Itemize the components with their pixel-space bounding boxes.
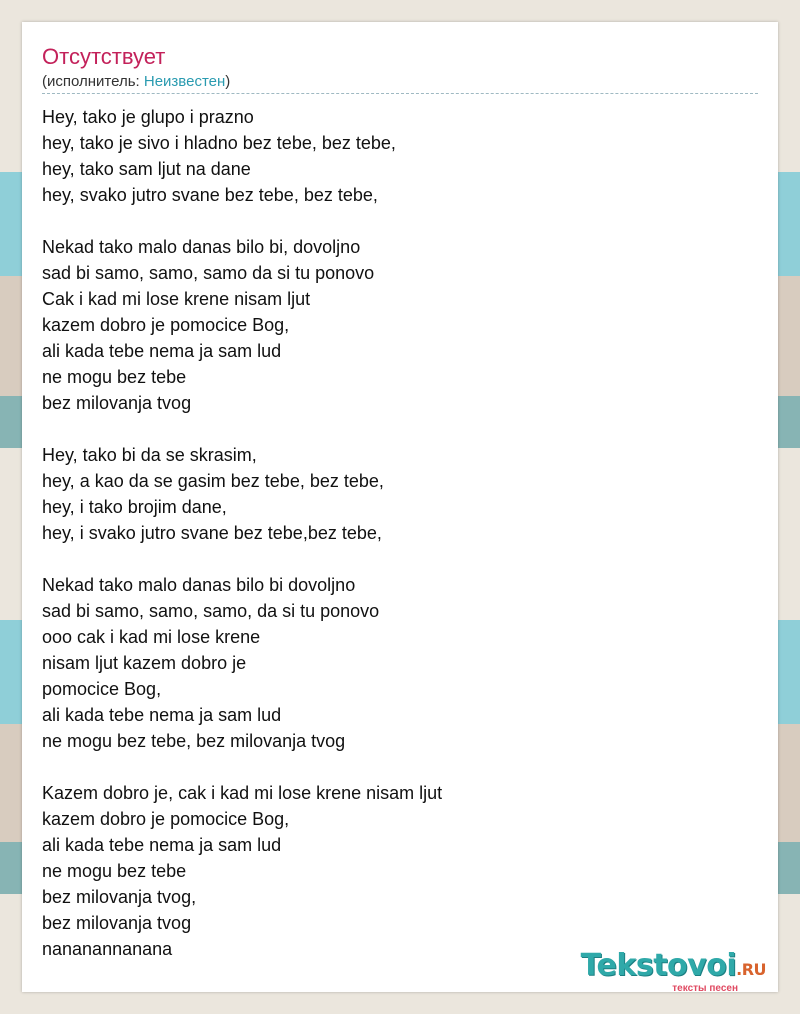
lyrics-stanza <box>42 572 742 754</box>
lyric-line: kazem dobro je pomocice Bog, <box>42 809 290 829</box>
lyrics-card <box>22 22 778 992</box>
lyric-line: Nekad tako malo danas bilo bi dovoljno <box>42 575 356 595</box>
lyric-line: nisam ljut kazem dobro je <box>42 653 247 673</box>
lyric-line: Cak i kad mi lose krene nisam ljut <box>42 289 311 309</box>
lyric-line: sad bi samo, samo, samo da si tu ponovo <box>42 263 375 283</box>
lyric-line: hey, svako jutro svane bez tebe, bez tebe, <box>42 185 378 205</box>
lyric-line: nananannanana <box>42 939 173 959</box>
lyrics-stanza <box>42 780 742 962</box>
lyric-line: bez milovanja tvog <box>42 393 192 413</box>
lyric-line: ali kada tebe nema ja sam lud <box>42 341 282 361</box>
logo-name: Tekstovoi <box>580 948 737 983</box>
lyric-line: ne mogu bez tebe, bez milovanja tvog <box>42 731 346 751</box>
artist-link[interactable]: Неизвестен <box>143 73 226 90</box>
lyric-line: sad bi samo, samo, samo, da si tu ponovo <box>42 601 380 621</box>
lyrics-text <box>42 104 742 962</box>
artist-line <box>42 73 230 90</box>
logo-wordmark <box>581 949 766 987</box>
lyric-line: ne mogu bez tebe <box>42 861 187 881</box>
lyric-line: ali kada tebe nema ja sam lud <box>42 705 282 725</box>
artist-prefix: (исполнитель: <box>42 73 144 90</box>
lyric-line: ne mogu bez tebe <box>42 367 187 387</box>
lyric-line: hey, a kao da se gasim bez tebe, bez tebe, <box>42 471 384 491</box>
lyric-line: kazem dobro je pomocice Bog, <box>42 315 290 335</box>
song-title: Отсутствует <box>42 44 166 69</box>
lyric-line: Hey, tako je glupo i prazno <box>42 107 254 127</box>
lyric-line: ali kada tebe nema ja sam lud <box>42 835 282 855</box>
lyrics-stanza <box>42 442 742 546</box>
lyric-line: hey, i svako jutro svane bez tebe,bez tebe, <box>42 523 382 543</box>
lyric-line: hey, i tako brojim dane, <box>42 497 227 517</box>
lyric-line: Nekad tako malo danas bilo bi, dovoljno <box>42 237 361 257</box>
artist-suffix: ) <box>225 73 231 90</box>
lyric-line: hey, tako sam ljut na dane <box>42 159 251 179</box>
lyric-line: pomocice Bog, <box>42 679 162 699</box>
header-divider <box>42 93 758 94</box>
site-logo[interactable] <box>581 949 766 994</box>
logo-tld: .RU <box>736 960 766 979</box>
lyric-line: ooo cak i kad mi lose krene <box>42 627 261 647</box>
lyric-line: bez milovanja tvog <box>42 913 192 933</box>
logo-tagline: тексты песен <box>672 983 738 994</box>
lyric-line: Kazem dobro je, cak i kad mi lose krene nisam ljut <box>42 783 443 803</box>
lyrics-stanza <box>42 104 742 208</box>
lyrics-stanza <box>42 234 742 416</box>
lyric-line: hey, tako je sivo i hladno bez tebe, bez tebe, <box>42 133 396 153</box>
lyric-line: bez milovanja tvog, <box>42 887 197 907</box>
lyric-line: Hey, tako bi da se skrasim, <box>42 445 257 465</box>
